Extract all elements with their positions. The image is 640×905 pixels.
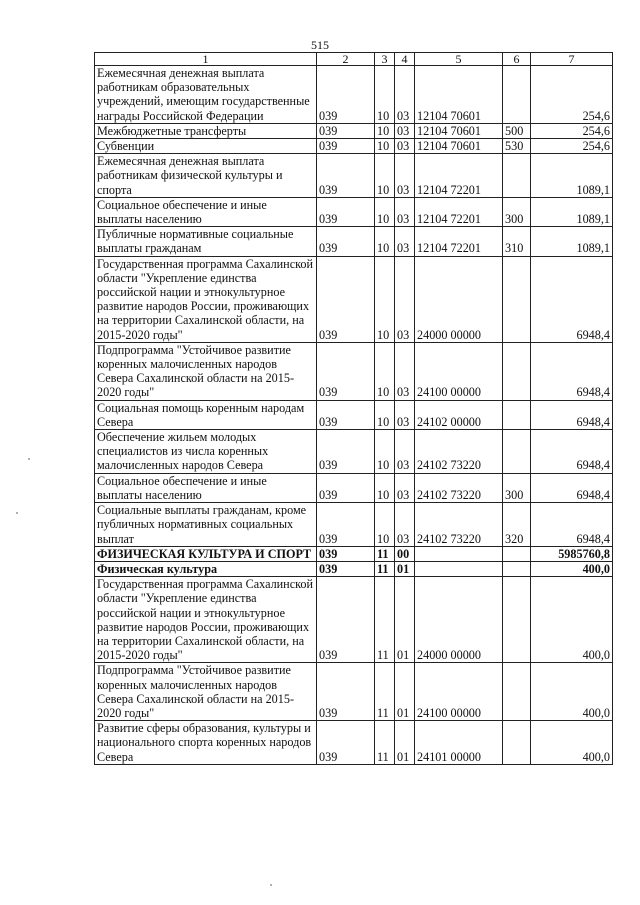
row-section: 10	[375, 430, 395, 474]
row-amount: 254,6	[531, 66, 613, 124]
table-row	[95, 342, 613, 400]
row-section: 10	[375, 227, 395, 256]
row-subsection: 03	[395, 342, 415, 400]
row-target-article	[415, 561, 503, 576]
row-amount: 1089,1	[531, 227, 613, 256]
row-subsection: 03	[395, 400, 415, 429]
row-subsection: 01	[395, 577, 415, 663]
row-ministry-code: 039	[317, 256, 375, 342]
row-name: Ежемесячная денежная выплата работникам физической культуры и спорта	[95, 154, 317, 198]
header-col-4: 4	[395, 53, 415, 66]
table-row	[95, 546, 613, 561]
row-subsection: 03	[395, 256, 415, 342]
table-row	[95, 197, 613, 226]
row-target-article: 24000 00000	[415, 577, 503, 663]
table-row	[95, 227, 613, 256]
row-expense-type	[503, 546, 531, 561]
row-target-article: 24102 00000	[415, 400, 503, 429]
table-row	[95, 663, 613, 721]
row-subsection: 03	[395, 123, 415, 138]
row-name: Межбюджетные трансферты	[95, 123, 317, 138]
header-col-6: 6	[503, 53, 531, 66]
row-target-article: 24102 73220	[415, 430, 503, 474]
row-section: 10	[375, 400, 395, 429]
row-name: Государственная программа Сахалинской области "Укрепление единства российской нации и этнокультурное развитие народов России, проживающих на территории Сахалинской области, на 2015-2020 годы"	[95, 256, 317, 342]
table-row	[95, 400, 613, 429]
header-col-3: 3	[375, 53, 395, 66]
row-amount: 5985760,8	[531, 546, 613, 561]
row-target-article: 24101 00000	[415, 721, 503, 765]
row-name: Социальное обеспечение и иные выплаты населению	[95, 473, 317, 502]
row-ministry-code: 039	[317, 577, 375, 663]
row-subsection: 00	[395, 546, 415, 561]
row-section: 11	[375, 721, 395, 765]
row-ministry-code: 039	[317, 227, 375, 256]
row-amount: 6948,4	[531, 473, 613, 502]
row-section: 10	[375, 154, 395, 198]
table-row	[95, 123, 613, 138]
row-expense-type: 310	[503, 227, 531, 256]
row-subsection: 01	[395, 663, 415, 721]
row-name: Физическая культура	[95, 561, 317, 576]
row-name: Социальная помощь коренным народам Севера	[95, 400, 317, 429]
table-row	[95, 721, 613, 765]
row-ministry-code: 039	[317, 342, 375, 400]
row-name: Публичные нормативные социальные выплаты гражданам	[95, 227, 317, 256]
row-name: Обеспечение жильем молодых специалистов из числа коренных малочисленных народов Севера	[95, 430, 317, 474]
header-col-1: 1	[95, 53, 317, 66]
row-amount: 254,6	[531, 123, 613, 138]
table-row	[95, 154, 613, 198]
row-ministry-code: 039	[317, 663, 375, 721]
row-name: Социальные выплаты гражданам, кроме публичных нормативных социальных выплат	[95, 503, 317, 547]
row-subsection: 03	[395, 197, 415, 226]
row-target-article: 24102 73220	[415, 503, 503, 547]
row-ministry-code: 039	[317, 721, 375, 765]
row-target-article: 12104 72201	[415, 227, 503, 256]
row-name: Государственная программа Сахалинской области "Укрепление единства российской нации и этнокультурное развитие народов России, проживающих на территории Сахалинской области, на 2015-2020 годы"	[95, 577, 317, 663]
row-section: 10	[375, 503, 395, 547]
table-header-row	[95, 53, 613, 66]
row-section: 10	[375, 473, 395, 502]
row-expense-type	[503, 154, 531, 198]
table-row	[95, 66, 613, 124]
row-expense-type	[503, 561, 531, 576]
row-name: Развитие сферы образования, культуры и национального спорта коренных народов Севера	[95, 721, 317, 765]
table-row	[95, 256, 613, 342]
row-name: Социальное обеспечение и иные выплаты населению	[95, 197, 317, 226]
row-ministry-code: 039	[317, 400, 375, 429]
row-amount: 1089,1	[531, 154, 613, 198]
row-expense-type: 500	[503, 123, 531, 138]
row-amount: 400,0	[531, 663, 613, 721]
row-ministry-code: 039	[317, 561, 375, 576]
table-row	[95, 430, 613, 474]
row-expense-type	[503, 66, 531, 124]
row-section: 10	[375, 342, 395, 400]
page-number: 515	[311, 38, 329, 52]
row-amount: 400,0	[531, 577, 613, 663]
row-subsection: 03	[395, 473, 415, 502]
row-expense-type	[503, 342, 531, 400]
table-body	[95, 66, 613, 765]
row-amount: 400,0	[531, 561, 613, 576]
header-col-7: 7	[531, 53, 613, 66]
header-col-5: 5	[415, 53, 503, 66]
row-section: 11	[375, 577, 395, 663]
row-target-article: 12104 70601	[415, 66, 503, 124]
row-expense-type: 300	[503, 473, 531, 502]
row-subsection: 03	[395, 66, 415, 124]
row-subsection: 03	[395, 154, 415, 198]
row-amount: 6948,4	[531, 503, 613, 547]
row-target-article: 24000 00000	[415, 256, 503, 342]
table-row	[95, 473, 613, 502]
table-row	[95, 577, 613, 663]
row-section: 11	[375, 561, 395, 576]
table-row	[95, 139, 613, 154]
row-target-article	[415, 546, 503, 561]
row-section: 10	[375, 123, 395, 138]
row-subsection: 01	[395, 721, 415, 765]
row-subsection: 03	[395, 139, 415, 154]
row-ministry-code: 039	[317, 503, 375, 547]
row-expense-type	[503, 577, 531, 663]
row-target-article: 24102 73220	[415, 473, 503, 502]
row-name: Подпрограмма "Устойчивое развитие коренных малочисленных народов Севера Сахалинской области на 2015-2020 годы"	[95, 342, 317, 400]
row-ministry-code: 039	[317, 546, 375, 561]
header-col-2: 2	[317, 53, 375, 66]
row-subsection: 03	[395, 503, 415, 547]
row-expense-type: 530	[503, 139, 531, 154]
row-amount: 254,6	[531, 139, 613, 154]
row-expense-type	[503, 663, 531, 721]
row-section: 10	[375, 66, 395, 124]
row-expense-type	[503, 256, 531, 342]
row-amount: 6948,4	[531, 342, 613, 400]
row-section: 10	[375, 256, 395, 342]
row-expense-type	[503, 721, 531, 765]
row-section: 11	[375, 663, 395, 721]
row-subsection: 03	[395, 227, 415, 256]
scan-speck	[270, 884, 272, 886]
row-amount: 1089,1	[531, 197, 613, 226]
scan-speck	[28, 458, 30, 460]
row-ministry-code: 039	[317, 473, 375, 502]
row-target-article: 12104 72201	[415, 197, 503, 226]
row-target-article: 12104 70601	[415, 123, 503, 138]
row-amount: 400,0	[531, 721, 613, 765]
row-name: Субвенции	[95, 139, 317, 154]
row-expense-type	[503, 430, 531, 474]
scan-speck	[16, 512, 18, 514]
table-row	[95, 503, 613, 547]
row-name: Ежемесячная денежная выплата работникам образовательных учреждений, имеющим государственные награды Российской Федерации	[95, 66, 317, 124]
row-target-article: 24100 00000	[415, 663, 503, 721]
row-ministry-code: 039	[317, 123, 375, 138]
row-section: 10	[375, 139, 395, 154]
row-section: 10	[375, 197, 395, 226]
row-section: 11	[375, 546, 395, 561]
budget-table	[94, 52, 613, 765]
row-subsection: 01	[395, 561, 415, 576]
row-amount: 6948,4	[531, 400, 613, 429]
row-target-article: 24100 00000	[415, 342, 503, 400]
row-ministry-code: 039	[317, 66, 375, 124]
row-subsection: 03	[395, 430, 415, 474]
row-ministry-code: 039	[317, 197, 375, 226]
row-ministry-code: 039	[317, 154, 375, 198]
row-amount: 6948,4	[531, 256, 613, 342]
row-ministry-code: 039	[317, 430, 375, 474]
row-expense-type: 300	[503, 197, 531, 226]
row-amount: 6948,4	[531, 430, 613, 474]
row-name: ФИЗИЧЕСКАЯ КУЛЬТУРА И СПОРТ	[95, 546, 317, 561]
row-name: Подпрограмма "Устойчивое развитие коренных малочисленных народов Севера Сахалинской области на 2015-2020 годы"	[95, 663, 317, 721]
row-target-article: 12104 72201	[415, 154, 503, 198]
row-expense-type	[503, 400, 531, 429]
row-expense-type: 320	[503, 503, 531, 547]
row-ministry-code: 039	[317, 139, 375, 154]
row-target-article: 12104 70601	[415, 139, 503, 154]
table-row	[95, 561, 613, 576]
